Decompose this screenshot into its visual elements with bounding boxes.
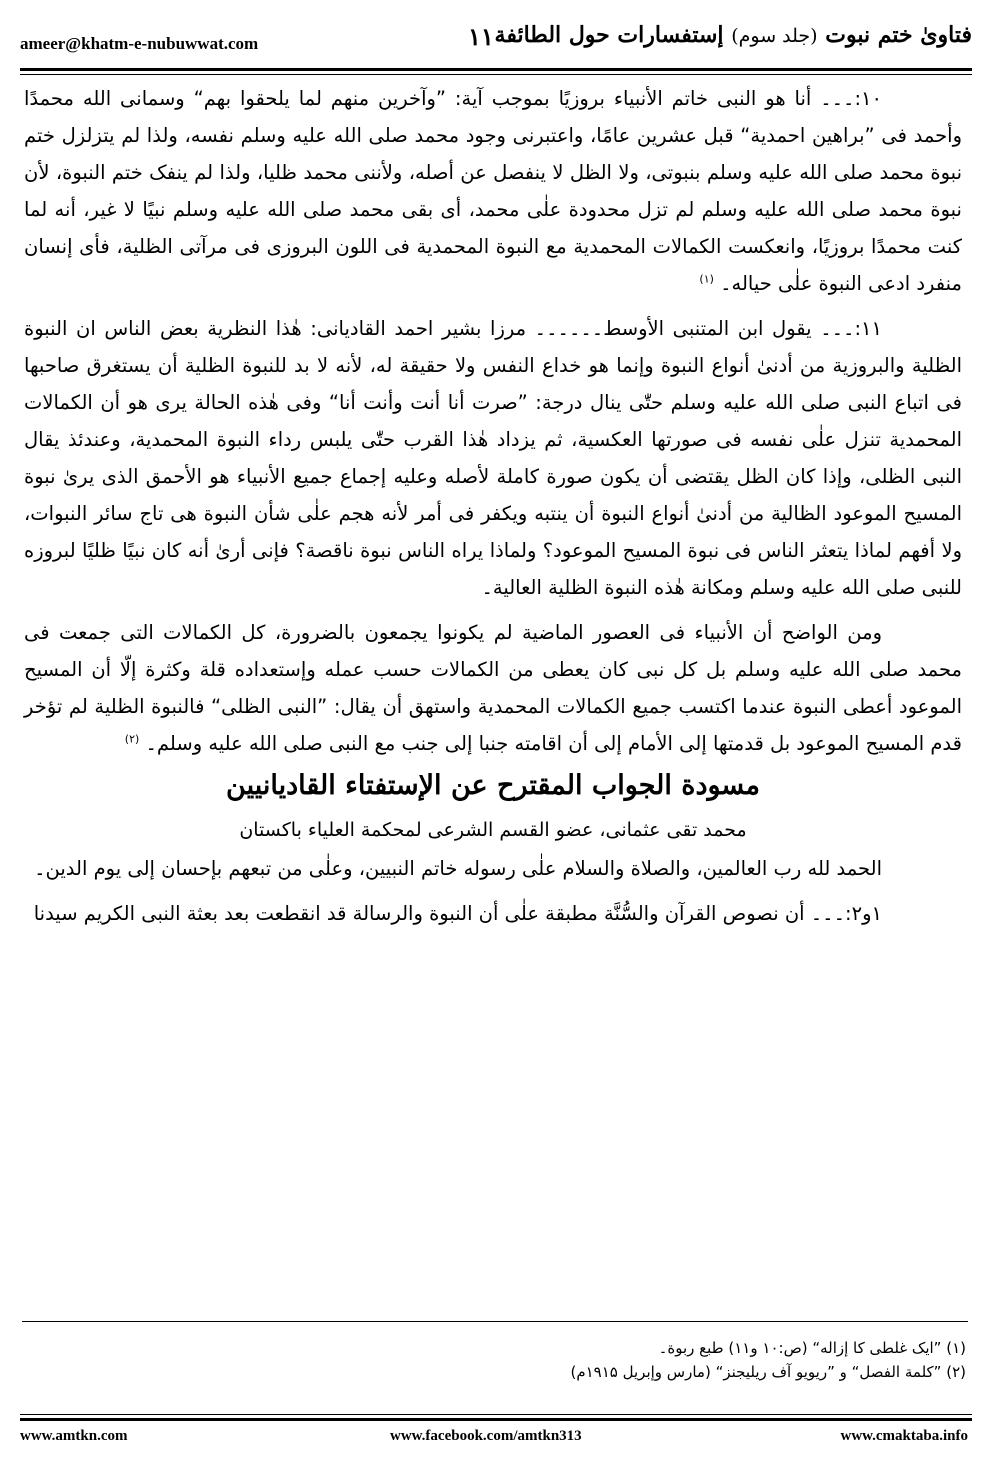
volume-label: (جلد سوم) — [731, 25, 818, 47]
header-rule-thin — [20, 74, 972, 75]
footnotes — [24, 1336, 966, 1384]
section-title: إستفسارات حول الطائفة — [494, 22, 724, 48]
paragraph-11: ۱۱:۔۔۔ یقول ابن المتنبی الأوسط۔۔۔۔۔۔ مرزا بشیر احمد القادیانی: هٰذا النظریة بعض الناس ان النبوة الظلیة والبروزیة من أدنیٰ أنواع النبوة وإنما هو خداع النفس ولا حقیقة له، لأنه لا بد للنبوة الظلیة أن یستغرق صاحبها فی اتباع النبی صلی الله علیه وسلم حتّٰی ینال درجة: ”صرت أنا أنت وأنت أنا“ وفی هٰذه الحالة یری هو أن الکمالات المحمدیة تنزل علٰی نفسه فی صورتها العکسیة، ثم یزداد هٰذا القرب حتّٰی یلبس رداء النبوة المحمدیة، وعندئذ یقال النبی الظلی، وإذا کان الظل یقتضی أن یکون صورة کاملة لأصله وعلیه إجماع جمیع الأنبیاء هو الأحمق الذی یریٰ نبوة المسیح الموعود الظالیة من أدنیٰ أنواع النبوة أن ینتبه ویکفر فی أمر لأنه هجم علٰی شأن النبوة هی تاج سائر النبوات، ولا أفهم لماذا یتعثر الناس فی نبوة المسیح الموعود؟ ولماذا یراه الناس نبوة ناقصة؟ فإنی أریٰ أنه کان نبیًا ظلیًا لبروزه للنبی صلی الله علیه وسلم ومکانة هٰذه النبوة الظلیة العالیة۔ — [24, 317, 962, 599]
paragraph-12: ومن الواضح أن الأنبیاء فی العصور الماضیة لم یکونوا یجمعون بالضرورة، کل الکمالات التی جمعت فی محمد صلی الله علیه وسلم بل کل نبی کان یعطی من الکمالات حسب عمله وإستعداده قلة وکثرة إلّا أن المسیح الموعود أعطی النبوة عندما اکتسب جمیع الکمالات المحمدیة واستهق أن یقال: ”النبی الظلی“ فالنبوة الظلیة لم تؤخر قدم المسیح الموعود بل قدمتها إلی الأمام إلی أن اقامته جنبا إلی جنب مع النبی صلی الله علیه وسلم۔ $^{(۲)}$ — [24, 621, 962, 755]
header-rule-thick — [20, 68, 972, 71]
footer-link-cmaktaba[interactable]: www.cmaktaba.info — [840, 1428, 968, 1444]
footer-rule-thick — [20, 1418, 972, 1421]
page-header — [20, 10, 972, 76]
section-heading: مسودة الجواب المقترح عن الإستفتاء القادیانیین — [226, 770, 760, 801]
book-title — [495, 22, 972, 48]
main-text — [24, 80, 962, 932]
footnote-2: (۲) ”کلمة الفصل“ و ”ریویو آف ریلیجنز“ (مارس وإبریل ۱۹۱۵م) — [570, 1363, 966, 1381]
book-name: فتاویٰ ختم نبوت — [825, 22, 972, 48]
footer-link-amtkn[interactable]: www.amtkn.com — [20, 1428, 128, 1444]
footnote-1: (۱) ”ایک غلطی کا إزاله“ (ص:۱۰ و۱۱) طبع ربوة۔ — [658, 1339, 966, 1357]
page-footer — [20, 1428, 968, 1452]
paragraph-answer-1-2: ۱و۲:۔۔۔ أن نصوص القرآن والسُّنَّة مطبقة علٰی أن النبوة والرسالة قد انقطعت بعد بعثة النبی الکریم سیدنا — [33, 902, 882, 925]
paragraph-10: ۱۰:۔۔۔ أنا هو النبی خاتم الأنبیاء بروزیًا بموجب آیة: ”وآخرین منهم لما یلحقوا بهم“ وسمانی الله محمدًا وأحمد فی ”براهین احمدیة“ قبل عشرین عامًا، واعتبرنی وجود محمد صلی الله علیه وسلم نفسه، ولذا لم یتزلزل ختم نبوة محمد صلی الله علیه وسلم بنبوتی، ولا الظل لا ینفصل عن أصله، ولأننی محمد ظلیا، ولذا لم ینفک ختم النبوة، لأن نبوة محمد صلی الله علیه وسلم لم تزل محدودة علٰی محمد، أی بقی محمد صلی الله علیه وسلم نبیًا لا غیر، أنه لما کنت محمدًا بروزیًا، وانعکست الکمالات المحمدیة مع النبوة المحمدیة فی اللون البروزی فی مرآتی الظلیة، فأی إنسان منفرد ادعی النبوة علٰی حیاله۔ $^{(۱)}$ — [24, 87, 962, 295]
author-line: محمد تقی عثمانی، عضو القسم الشرعی لمحکمة العلیاء باکستان — [239, 819, 747, 841]
paragraph-praise: الحمد لله رب العالمین، والصلاة والسلام علٰی رسوله خاتم النبیین، وعلٰی من تبعهم بإحسان إلی یوم الدین۔ — [34, 857, 882, 880]
footer-link-facebook[interactable]: www.facebook.com/amtkn313 — [390, 1428, 582, 1444]
footer-rule-thin — [20, 1414, 972, 1415]
page-number: ۱۱ — [468, 22, 494, 51]
footnote-ref-2: (۲) — [124, 732, 140, 746]
footnote-ref-1: (۱) — [699, 272, 714, 286]
header-email[interactable]: ameer@khatm-e-nubuwwat.com — [20, 34, 259, 53]
footnote-rule — [22, 1321, 968, 1322]
